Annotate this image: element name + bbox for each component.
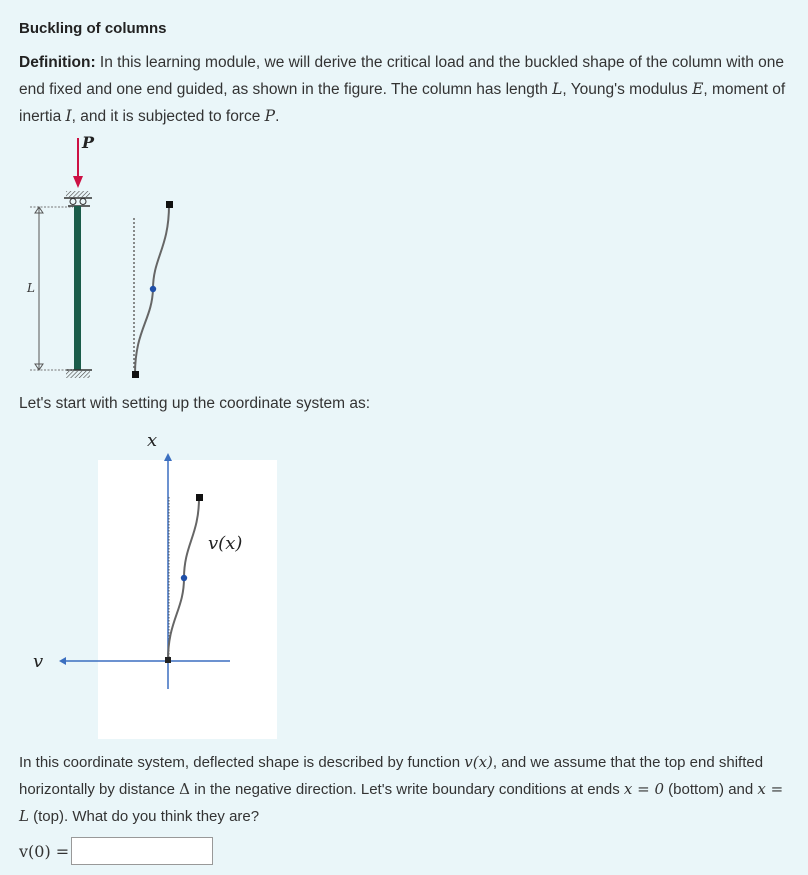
definition-label: Definition: — [19, 54, 96, 71]
setup-text: Let's start with setting up the coordinate system as: — [19, 395, 371, 412]
page-title: Buckling of columns — [19, 20, 167, 37]
definition-text-2: , Young's modulus — [562, 81, 693, 98]
length-label: L — [27, 281, 35, 295]
inflection-point — [150, 286, 156, 292]
curve-inflection-point — [181, 575, 187, 581]
curve-bottom-node — [165, 657, 171, 663]
load-arrow-head — [73, 176, 83, 188]
coord-text-3: in the negative direction. Let's write boundary conditions at ends — [189, 781, 624, 798]
symbol-E: E — [692, 80, 704, 98]
load-label: P — [82, 133, 95, 152]
symbol-I: I — [65, 107, 72, 125]
coord-text-1: In this coordinate system, deflected shape is described by function — [19, 754, 465, 771]
x-axis-arrow — [164, 453, 172, 461]
definition-text-3: , moment of inertia — [19, 81, 786, 125]
buckled-top-node — [166, 201, 173, 208]
delta-symbol: Δ — [179, 780, 190, 798]
coord-text-4: (bottom) and — [664, 781, 758, 798]
v-axis-label: v — [33, 651, 44, 672]
top-roller-1 — [70, 199, 76, 205]
v-axis-arrow — [59, 657, 66, 665]
boundary-conditions-text — [19, 749, 789, 830]
column — [74, 206, 81, 370]
definition-text-5: . — [275, 108, 280, 125]
top-roller-2 — [80, 199, 86, 205]
curve-label: v(x) — [208, 533, 243, 554]
x-axis-label: x — [147, 430, 158, 451]
column-figure — [0, 130, 260, 385]
end-condition-top: x = L — [19, 780, 784, 825]
answer-label: v(0) = — [19, 841, 70, 861]
function-v-of-x: v(x) — [464, 753, 493, 771]
definition-paragraph — [19, 50, 789, 130]
curve-top-node — [196, 494, 203, 501]
coord-text-2: , and we assume that the top end shifted horizontally by distance — [19, 754, 764, 798]
end-condition-bottom: x = 0 — [623, 780, 665, 798]
bottom-support-hatch — [66, 371, 90, 378]
buckled-bottom-node — [132, 371, 139, 378]
definition-text-4: , and it is subjected to force — [71, 108, 265, 125]
answer-row — [19, 834, 213, 868]
coord-text-5: (top). What do you think they are? — [28, 808, 260, 825]
symbol-L: L — [552, 80, 563, 98]
definition-text-1: In this learning module, we will derive the critical load and the buckled shape of the column with one end fixed and one end guided, as shown in the figure. The column has length — [19, 54, 785, 98]
top-support-hatch — [66, 191, 90, 197]
symbol-P: P — [264, 107, 276, 125]
coordinate-panel — [98, 460, 277, 739]
answer-input[interactable] — [71, 837, 213, 865]
coordinate-figure — [0, 425, 300, 745]
